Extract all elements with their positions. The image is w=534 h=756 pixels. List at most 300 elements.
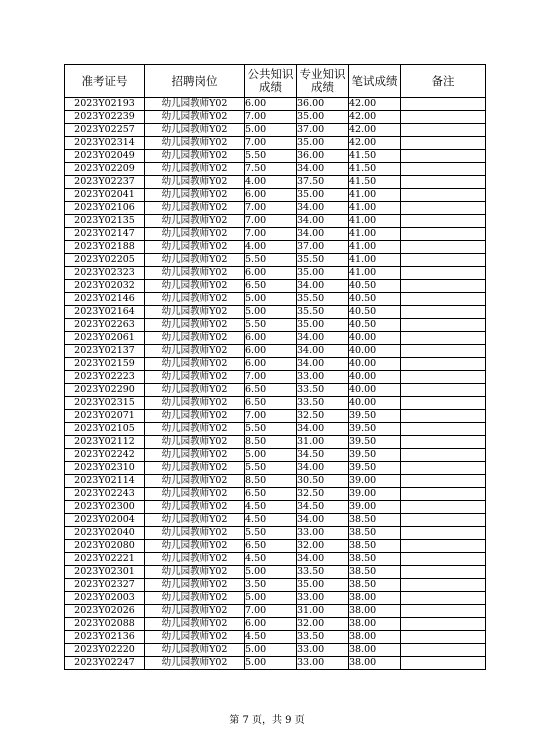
cell-professional-score: 34.00 — [297, 514, 349, 527]
cell-remark — [401, 410, 486, 423]
cell-position: 幼儿园教师Y02 — [145, 384, 245, 397]
cell-position: 幼儿园教师Y02 — [145, 605, 245, 618]
cell-written-score: 38.50 — [349, 527, 401, 540]
cell-public-score: 5.00 — [245, 449, 297, 462]
table-row — [65, 410, 486, 423]
cell-written-score: 40.50 — [349, 293, 401, 306]
cell-position: 幼儿园教师Y02 — [145, 202, 245, 215]
cell-professional-score: 33.50 — [297, 631, 349, 644]
cell-id: 2023Y02032 — [65, 280, 145, 293]
table-row — [65, 488, 486, 501]
cell-position: 幼儿园教师Y02 — [145, 553, 245, 566]
cell-public-score: 7.50 — [245, 163, 297, 176]
cell-id: 2023Y02223 — [65, 371, 145, 384]
table-row — [65, 384, 486, 397]
cell-professional-score: 35.00 — [297, 579, 349, 592]
cell-remark — [401, 371, 486, 384]
table-row — [65, 189, 486, 202]
cell-id: 2023Y02247 — [65, 657, 145, 670]
cell-public-score: 6.00 — [245, 189, 297, 202]
cell-remark — [401, 163, 486, 176]
cell-remark — [401, 189, 486, 202]
table-row — [65, 436, 486, 449]
cell-position: 幼儿园教师Y02 — [145, 98, 245, 111]
cell-written-score: 41.00 — [349, 241, 401, 254]
cell-professional-score: 34.00 — [297, 358, 349, 371]
cell-written-score: 38.50 — [349, 540, 401, 553]
table-row — [65, 514, 486, 527]
cell-written-score: 41.50 — [349, 176, 401, 189]
cell-position: 幼儿园教师Y02 — [145, 124, 245, 137]
header-row — [65, 65, 486, 98]
cell-remark — [401, 202, 486, 215]
cell-remark — [401, 319, 486, 332]
cell-public-score: 6.50 — [245, 397, 297, 410]
cell-written-score: 38.50 — [349, 553, 401, 566]
cell-professional-score: 34.00 — [297, 163, 349, 176]
cell-written-score: 40.00 — [349, 345, 401, 358]
cell-public-score: 6.50 — [245, 488, 297, 501]
cell-professional-score: 34.50 — [297, 501, 349, 514]
cell-written-score: 38.50 — [349, 579, 401, 592]
cell-written-score: 42.00 — [349, 111, 401, 124]
cell-position: 幼儿园教师Y02 — [145, 293, 245, 306]
cell-remark — [401, 267, 486, 280]
cell-id: 2023Y02314 — [65, 137, 145, 150]
cell-professional-score: 33.00 — [297, 592, 349, 605]
cell-position: 幼儿园教师Y02 — [145, 241, 245, 254]
cell-public-score: 5.50 — [245, 319, 297, 332]
cell-public-score: 6.50 — [245, 540, 297, 553]
cell-position: 幼儿园教师Y02 — [145, 371, 245, 384]
cell-written-score: 38.00 — [349, 618, 401, 631]
table-row — [65, 332, 486, 345]
cell-public-score: 7.00 — [245, 202, 297, 215]
cell-public-score: 4.50 — [245, 501, 297, 514]
cell-professional-score: 34.00 — [297, 423, 349, 436]
cell-written-score: 39.50 — [349, 410, 401, 423]
table-row — [65, 150, 486, 163]
cell-remark — [401, 527, 486, 540]
cell-position: 幼儿园教师Y02 — [145, 319, 245, 332]
cell-id: 2023Y02147 — [65, 228, 145, 241]
cell-remark — [401, 436, 486, 449]
cell-id: 2023Y02136 — [65, 631, 145, 644]
cell-public-score: 6.00 — [245, 98, 297, 111]
cell-professional-score: 33.00 — [297, 644, 349, 657]
cell-id: 2023Y02221 — [65, 553, 145, 566]
cell-public-score: 6.00 — [245, 267, 297, 280]
header-remark: 备注 — [401, 65, 486, 98]
cell-id: 2023Y02071 — [65, 410, 145, 423]
cell-written-score: 38.00 — [349, 657, 401, 670]
cell-public-score: 4.50 — [245, 553, 297, 566]
cell-id: 2023Y02114 — [65, 475, 145, 488]
cell-id: 2023Y02323 — [65, 267, 145, 280]
cell-public-score: 3.50 — [245, 579, 297, 592]
cell-position: 幼儿园教师Y02 — [145, 345, 245, 358]
cell-id: 2023Y02257 — [65, 124, 145, 137]
cell-position: 幼儿园教师Y02 — [145, 644, 245, 657]
cell-professional-score: 32.00 — [297, 540, 349, 553]
cell-remark — [401, 631, 486, 644]
header-position: 招聘岗位 — [145, 65, 245, 98]
cell-professional-score: 37.00 — [297, 241, 349, 254]
cell-professional-score: 32.50 — [297, 488, 349, 501]
cell-remark — [401, 449, 486, 462]
table-row — [65, 111, 486, 124]
table-row — [65, 306, 486, 319]
table-row — [65, 449, 486, 462]
cell-position: 幼儿园教师Y02 — [145, 228, 245, 241]
cell-written-score: 42.00 — [349, 137, 401, 150]
cell-id: 2023Y02237 — [65, 176, 145, 189]
table-row — [65, 98, 486, 111]
cell-remark — [401, 592, 486, 605]
cell-remark — [401, 501, 486, 514]
header-public-score: 公共知识成绩 — [245, 65, 297, 98]
cell-id: 2023Y02301 — [65, 566, 145, 579]
cell-written-score: 40.50 — [349, 280, 401, 293]
cell-written-score: 39.50 — [349, 436, 401, 449]
cell-professional-score: 34.00 — [297, 202, 349, 215]
cell-position: 幼儿园教师Y02 — [145, 150, 245, 163]
cell-professional-score: 32.00 — [297, 618, 349, 631]
cell-public-score: 8.50 — [245, 475, 297, 488]
cell-professional-score: 34.00 — [297, 215, 349, 228]
cell-remark — [401, 150, 486, 163]
cell-written-score: 39.50 — [349, 462, 401, 475]
cell-id: 2023Y02061 — [65, 332, 145, 345]
cell-id: 2023Y02041 — [65, 189, 145, 202]
table-row — [65, 241, 486, 254]
cell-position: 幼儿园教师Y02 — [145, 397, 245, 410]
cell-professional-score: 34.50 — [297, 449, 349, 462]
cell-id: 2023Y02164 — [65, 306, 145, 319]
cell-professional-score: 34.00 — [297, 280, 349, 293]
table-row — [65, 228, 486, 241]
table-row — [65, 631, 486, 644]
table-row — [65, 371, 486, 384]
cell-id: 2023Y02205 — [65, 254, 145, 267]
cell-id: 2023Y02088 — [65, 618, 145, 631]
cell-written-score: 41.00 — [349, 189, 401, 202]
cell-written-score: 38.00 — [349, 631, 401, 644]
cell-remark — [401, 514, 486, 527]
cell-public-score: 5.00 — [245, 644, 297, 657]
table-row — [65, 293, 486, 306]
cell-id: 2023Y02239 — [65, 111, 145, 124]
cell-id: 2023Y02243 — [65, 488, 145, 501]
cell-remark — [401, 332, 486, 345]
cell-position: 幼儿园教师Y02 — [145, 540, 245, 553]
score-table — [64, 64, 486, 670]
cell-remark — [401, 553, 486, 566]
cell-written-score: 40.50 — [349, 319, 401, 332]
cell-public-score: 6.00 — [245, 332, 297, 345]
cell-id: 2023Y02049 — [65, 150, 145, 163]
cell-written-score: 40.00 — [349, 397, 401, 410]
cell-position: 幼儿园教师Y02 — [145, 449, 245, 462]
cell-public-score: 5.00 — [245, 566, 297, 579]
cell-professional-score: 37.00 — [297, 124, 349, 137]
cell-position: 幼儿园教师Y02 — [145, 176, 245, 189]
cell-written-score: 38.00 — [349, 605, 401, 618]
cell-remark — [401, 111, 486, 124]
cell-written-score: 40.00 — [349, 384, 401, 397]
table-row — [65, 254, 486, 267]
cell-position: 幼儿园教师Y02 — [145, 358, 245, 371]
cell-id: 2023Y02242 — [65, 449, 145, 462]
cell-remark — [401, 345, 486, 358]
cell-professional-score: 34.00 — [297, 462, 349, 475]
cell-id: 2023Y02106 — [65, 202, 145, 215]
cell-written-score: 40.50 — [349, 306, 401, 319]
cell-remark — [401, 475, 486, 488]
cell-position: 幼儿园教师Y02 — [145, 475, 245, 488]
cell-public-score: 4.00 — [245, 241, 297, 254]
cell-id: 2023Y02310 — [65, 462, 145, 475]
cell-remark — [401, 228, 486, 241]
cell-professional-score: 35.00 — [297, 137, 349, 150]
cell-remark — [401, 358, 486, 371]
cell-professional-score: 35.00 — [297, 111, 349, 124]
cell-position: 幼儿园教师Y02 — [145, 332, 245, 345]
cell-public-score: 5.50 — [245, 423, 297, 436]
cell-professional-score: 33.00 — [297, 657, 349, 670]
cell-public-score: 5.50 — [245, 150, 297, 163]
cell-position: 幼儿园教师Y02 — [145, 410, 245, 423]
cell-id: 2023Y02327 — [65, 579, 145, 592]
cell-remark — [401, 462, 486, 475]
cell-id: 2023Y02137 — [65, 345, 145, 358]
cell-position: 幼儿园教师Y02 — [145, 462, 245, 475]
cell-remark — [401, 566, 486, 579]
cell-position: 幼儿园教师Y02 — [145, 163, 245, 176]
cell-written-score: 41.00 — [349, 215, 401, 228]
cell-position: 幼儿园教师Y02 — [145, 618, 245, 631]
cell-remark — [401, 423, 486, 436]
cell-id: 2023Y02105 — [65, 423, 145, 436]
table-row — [65, 644, 486, 657]
table-row — [65, 592, 486, 605]
table-row — [65, 267, 486, 280]
table-row — [65, 345, 486, 358]
cell-public-score: 5.50 — [245, 254, 297, 267]
cell-id: 2023Y02188 — [65, 241, 145, 254]
cell-written-score: 39.00 — [349, 501, 401, 514]
cell-public-score: 8.50 — [245, 436, 297, 449]
cell-professional-score: 34.00 — [297, 332, 349, 345]
cell-id: 2023Y02209 — [65, 163, 145, 176]
cell-written-score: 41.50 — [349, 150, 401, 163]
cell-written-score: 40.00 — [349, 371, 401, 384]
table-row — [65, 566, 486, 579]
cell-public-score: 5.00 — [245, 124, 297, 137]
cell-remark — [401, 98, 486, 111]
cell-position: 幼儿园教师Y02 — [145, 488, 245, 501]
table-row — [65, 397, 486, 410]
cell-position: 幼儿园教师Y02 — [145, 527, 245, 540]
cell-public-score: 6.00 — [245, 345, 297, 358]
cell-written-score: 39.00 — [349, 488, 401, 501]
cell-remark — [401, 384, 486, 397]
cell-remark — [401, 488, 486, 501]
cell-remark — [401, 254, 486, 267]
cell-written-score: 38.00 — [349, 592, 401, 605]
cell-public-score: 4.00 — [245, 176, 297, 189]
table-row — [65, 280, 486, 293]
cell-position: 幼儿园教师Y02 — [145, 592, 245, 605]
cell-public-score: 7.00 — [245, 228, 297, 241]
table-row — [65, 527, 486, 540]
table-row — [65, 319, 486, 332]
cell-remark — [401, 215, 486, 228]
cell-remark — [401, 280, 486, 293]
cell-position: 幼儿园教师Y02 — [145, 254, 245, 267]
cell-professional-score: 31.00 — [297, 436, 349, 449]
cell-public-score: 7.00 — [245, 111, 297, 124]
cell-written-score: 41.50 — [349, 163, 401, 176]
header-professional-score: 专业知识成绩 — [297, 65, 349, 98]
cell-remark — [401, 124, 486, 137]
cell-id: 2023Y02003 — [65, 592, 145, 605]
cell-id: 2023Y02193 — [65, 98, 145, 111]
table-row — [65, 605, 486, 618]
cell-public-score: 5.50 — [245, 462, 297, 475]
cell-id: 2023Y02263 — [65, 319, 145, 332]
cell-position: 幼儿园教师Y02 — [145, 306, 245, 319]
cell-public-score: 5.00 — [245, 657, 297, 670]
cell-public-score: 5.00 — [245, 592, 297, 605]
cell-professional-score: 35.00 — [297, 319, 349, 332]
cell-id: 2023Y02146 — [65, 293, 145, 306]
cell-id: 2023Y02220 — [65, 644, 145, 657]
cell-public-score: 6.50 — [245, 280, 297, 293]
cell-written-score: 38.00 — [349, 644, 401, 657]
cell-position: 幼儿园教师Y02 — [145, 514, 245, 527]
table-row — [65, 423, 486, 436]
cell-position: 幼儿园教师Y02 — [145, 215, 245, 228]
table-row — [65, 176, 486, 189]
cell-public-score: 7.00 — [245, 137, 297, 150]
cell-position: 幼儿园教师Y02 — [145, 280, 245, 293]
table-row — [65, 540, 486, 553]
cell-position: 幼儿园教师Y02 — [145, 189, 245, 202]
table-row — [65, 137, 486, 150]
header-id: 准考证号 — [65, 65, 145, 98]
cell-written-score: 41.00 — [349, 267, 401, 280]
cell-professional-score: 34.00 — [297, 345, 349, 358]
cell-public-score: 7.00 — [245, 410, 297, 423]
cell-public-score: 5.00 — [245, 293, 297, 306]
cell-professional-score: 33.00 — [297, 371, 349, 384]
table-row — [65, 501, 486, 514]
cell-id: 2023Y02315 — [65, 397, 145, 410]
cell-written-score: 41.00 — [349, 254, 401, 267]
cell-remark — [401, 306, 486, 319]
page-footer: 第 7 页，共 9 页 — [229, 715, 305, 726]
cell-professional-score: 35.50 — [297, 306, 349, 319]
cell-position: 幼儿园教师Y02 — [145, 267, 245, 280]
cell-written-score: 38.50 — [349, 514, 401, 527]
cell-remark — [401, 241, 486, 254]
cell-position: 幼儿园教师Y02 — [145, 566, 245, 579]
cell-professional-score: 35.50 — [297, 254, 349, 267]
table-row — [65, 579, 486, 592]
cell-professional-score: 33.50 — [297, 566, 349, 579]
table-row — [65, 657, 486, 670]
cell-professional-score: 34.00 — [297, 553, 349, 566]
cell-professional-score: 35.50 — [297, 293, 349, 306]
cell-remark — [401, 644, 486, 657]
cell-written-score: 40.00 — [349, 332, 401, 345]
cell-remark — [401, 618, 486, 631]
cell-professional-score: 35.00 — [297, 267, 349, 280]
table-row — [65, 462, 486, 475]
cell-written-score: 41.00 — [349, 202, 401, 215]
cell-id: 2023Y02290 — [65, 384, 145, 397]
cell-remark — [401, 579, 486, 592]
cell-written-score: 38.50 — [349, 566, 401, 579]
cell-public-score: 6.00 — [245, 358, 297, 371]
cell-written-score: 40.00 — [349, 358, 401, 371]
cell-id: 2023Y02135 — [65, 215, 145, 228]
table-row — [65, 358, 486, 371]
cell-written-score: 39.50 — [349, 423, 401, 436]
table-row — [65, 553, 486, 566]
table-row — [65, 618, 486, 631]
cell-professional-score: 30.50 — [297, 475, 349, 488]
table-row — [65, 215, 486, 228]
cell-written-score: 39.50 — [349, 449, 401, 462]
cell-professional-score: 37.50 — [297, 176, 349, 189]
cell-position: 幼儿园教师Y02 — [145, 501, 245, 514]
cell-id: 2023Y02300 — [65, 501, 145, 514]
cell-professional-score: 31.00 — [297, 605, 349, 618]
cell-id: 2023Y02112 — [65, 436, 145, 449]
table-row — [65, 475, 486, 488]
cell-id: 2023Y02040 — [65, 527, 145, 540]
cell-written-score: 41.00 — [349, 228, 401, 241]
cell-public-score: 7.00 — [245, 371, 297, 384]
cell-position: 幼儿园教师Y02 — [145, 579, 245, 592]
cell-public-score: 4.50 — [245, 631, 297, 644]
cell-remark — [401, 293, 486, 306]
cell-public-score: 4.50 — [245, 514, 297, 527]
cell-written-score: 42.00 — [349, 124, 401, 137]
cell-public-score: 5.00 — [245, 306, 297, 319]
cell-remark — [401, 605, 486, 618]
cell-remark — [401, 176, 486, 189]
cell-id: 2023Y02004 — [65, 514, 145, 527]
cell-public-score: 6.50 — [245, 384, 297, 397]
cell-position: 幼儿园教师Y02 — [145, 111, 245, 124]
table-row — [65, 124, 486, 137]
cell-remark — [401, 137, 486, 150]
cell-remark — [401, 540, 486, 553]
cell-id: 2023Y02026 — [65, 605, 145, 618]
cell-professional-score: 35.00 — [297, 189, 349, 202]
cell-professional-score: 33.00 — [297, 527, 349, 540]
cell-public-score: 6.00 — [245, 618, 297, 631]
cell-position: 幼儿园教师Y02 — [145, 137, 245, 150]
cell-remark — [401, 397, 486, 410]
cell-remark — [401, 657, 486, 670]
table-row — [65, 202, 486, 215]
cell-position: 幼儿园教师Y02 — [145, 436, 245, 449]
cell-professional-score: 33.50 — [297, 397, 349, 410]
